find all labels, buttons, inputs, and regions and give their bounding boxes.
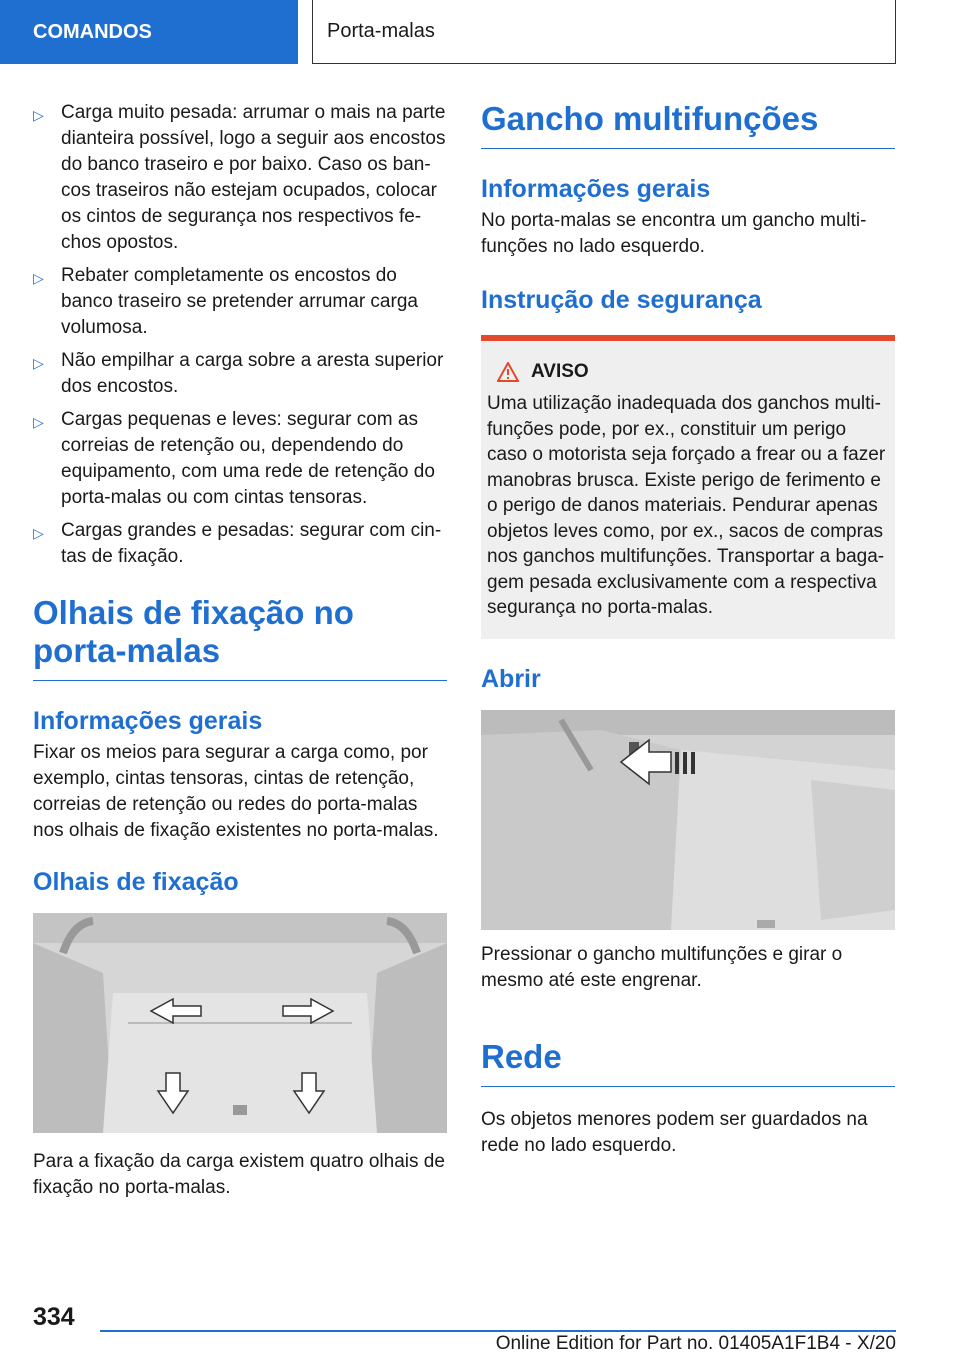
warning-box bbox=[481, 335, 895, 639]
hook-illustration bbox=[481, 710, 895, 930]
loading-tips-list bbox=[33, 100, 447, 570]
page-number: 334 bbox=[33, 1303, 75, 1331]
left-column bbox=[33, 100, 447, 1201]
section-label: COMANDOS bbox=[33, 20, 152, 43]
trunk-eyelets-image bbox=[33, 913, 447, 1133]
chapter-label: Porta-malas bbox=[327, 20, 435, 42]
list-item: ▷ Rebater completamente os encostos do banco traseiro se pretender arrumar carga volumosa. bbox=[33, 265, 418, 338]
right-column bbox=[481, 100, 895, 1159]
trunk-eyelets-illustration bbox=[33, 913, 447, 1133]
warning-text: Uma utilização inadequada dos ganchos multi-funções pode, por ex., constituir um perigo caso o motorista seja forçado a frear ou a fazer manobras brusca. Existe perigo de ferimento e o perigo de danos materiais. Pendurar apenas objetos leves como, por ex., sacos de compras nos ganchos multifunções. Transportar a baga-gem pesada exclusivamente com a respectiva segurança no porta-malas. bbox=[487, 393, 886, 618]
warning-label: AVISO bbox=[531, 361, 589, 382]
eyelets-caption: Para a fixação da carga existem quatro olhais de fixação no porta-malas. bbox=[33, 1151, 445, 1198]
section-title-eyelets: Olhais de fixação no porta-malas bbox=[33, 594, 447, 681]
list-item: ▷ Carga muito pesada: arrumar o mais na parte dianteira possível, logo a seguir aos encostos do banco traseiro e por baixo. Caso os ban-cos traseiros não estejam ocupados, colocar os cintos de segurança nos respectivos fe-chos opostos. bbox=[33, 102, 446, 253]
eyelets-heading: Olhais de fixação bbox=[33, 868, 239, 896]
info-text: Fixar os meios para segurar a carga como, por exemplo, cintas tensoras, cintas de retenção, correias de retenção ou redes do porta-malas nos olhais de fixação existentes no porta-malas. bbox=[33, 742, 439, 841]
section-tab[interactable] bbox=[0, 0, 298, 64]
section-title-net: Rede bbox=[481, 1038, 895, 1087]
open-caption: Pressionar o gancho multifunções e girar o mesmo até este engrenar. bbox=[481, 943, 843, 991]
edition-text: Online Edition for Part no. 01405A1F1B4 - X/20 bbox=[495, 1333, 896, 1354]
safety-heading: Instrução de segurança bbox=[481, 286, 762, 314]
list-item: ▷ Cargas grandes e pesadas: segurar com cin-tas de fixação. bbox=[33, 520, 442, 567]
hook-info-heading: Informações gerais bbox=[481, 175, 711, 203]
hook-image bbox=[481, 710, 895, 930]
triangle-right-icon: ▷ bbox=[33, 525, 44, 541]
warning-title bbox=[497, 361, 889, 383]
footer-divider bbox=[100, 1330, 896, 1332]
list-item: ▷ Cargas pequenas e leves: segurar com as correias de retenção ou, dependendo do equipamento, com uma rede de retenção do porta-malas ou com cintas tensoras. bbox=[33, 409, 435, 508]
warning-triangle-icon bbox=[497, 362, 519, 382]
info-heading: Informações gerais bbox=[33, 707, 263, 735]
hook-info-text: No porta-malas se encontra um gancho multi-funções no lado esquerdo. bbox=[481, 210, 867, 257]
open-heading: Abrir bbox=[481, 664, 541, 693]
net-text: Os objetos menores podem ser guardados na rede no lado esquerdo. bbox=[481, 1108, 868, 1156]
triangle-right-icon: ▷ bbox=[33, 414, 44, 430]
triangle-right-icon: ▷ bbox=[33, 355, 44, 371]
triangle-right-icon: ▷ bbox=[33, 107, 44, 123]
triangle-right-icon: ▷ bbox=[33, 270, 44, 286]
chapter-header bbox=[312, 0, 896, 64]
list-item: ▷ Não empilhar a carga sobre a aresta superior dos encostos. bbox=[33, 350, 444, 397]
section-title-hook: Gancho multifunções bbox=[481, 100, 895, 149]
